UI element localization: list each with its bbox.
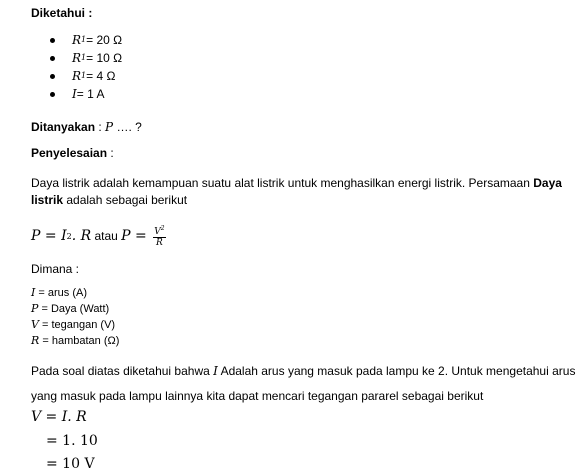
given-item: I = 1 A — [50, 85, 122, 103]
bullet-icon — [50, 92, 55, 97]
variable-definitions — [31, 285, 119, 349]
calc-line-3: = 10 V — [46, 456, 95, 472]
given-item: R 1 = 20 Ω — [50, 31, 122, 49]
given-list — [50, 31, 122, 103]
definition-row: P = Daya (Watt) — [31, 302, 110, 315]
bullet-icon — [50, 74, 55, 79]
ditanyakan-line: Ditanyakan : P …. ? — [31, 120, 142, 134]
problem-paragraph-line2: yang masuk pada lampu lainnya kita dapat mencari tegangan pararel sebagai berikut — [31, 389, 484, 403]
problem-paragraph-line1: Pada soal diatas diketahui bahwa I Adalah arus yang masuk pada lampu ke 2. Untuk mengetahui arus — [31, 364, 576, 378]
definition-paragraph: Daya listrik adalah kemampuan suatu alat listrik untuk menghasilkan energi listrik. Persamaan Daya listrik adalah sebagai berikut — [31, 176, 562, 207]
power-formula: P = I 2 . R atau P = $\frac{V^2}{R}$ — [31, 225, 165, 248]
dimana-label: Dimana : — [31, 262, 80, 276]
bullet-icon — [50, 56, 55, 61]
definition-row: V = tegangan (V) — [31, 318, 116, 331]
calc-line-1: V = I. R — [31, 409, 87, 425]
given-item: R 1 = 10 Ω — [50, 49, 122, 67]
calc-line-2: = 1. 10 — [46, 433, 98, 449]
given-item: R 1 = 4 Ω — [50, 67, 122, 85]
diketahui-heading: Diketahui : — [31, 6, 93, 20]
definition-row: R = hambatan (Ω) — [31, 334, 120, 347]
fraction: $\frac{V^2}{R}$ — [154, 225, 165, 248]
bullet-icon — [50, 38, 55, 43]
penyelesaian-heading: Penyelesaian : — [31, 146, 114, 160]
definition-row: I = arus (A) — [31, 286, 88, 299]
